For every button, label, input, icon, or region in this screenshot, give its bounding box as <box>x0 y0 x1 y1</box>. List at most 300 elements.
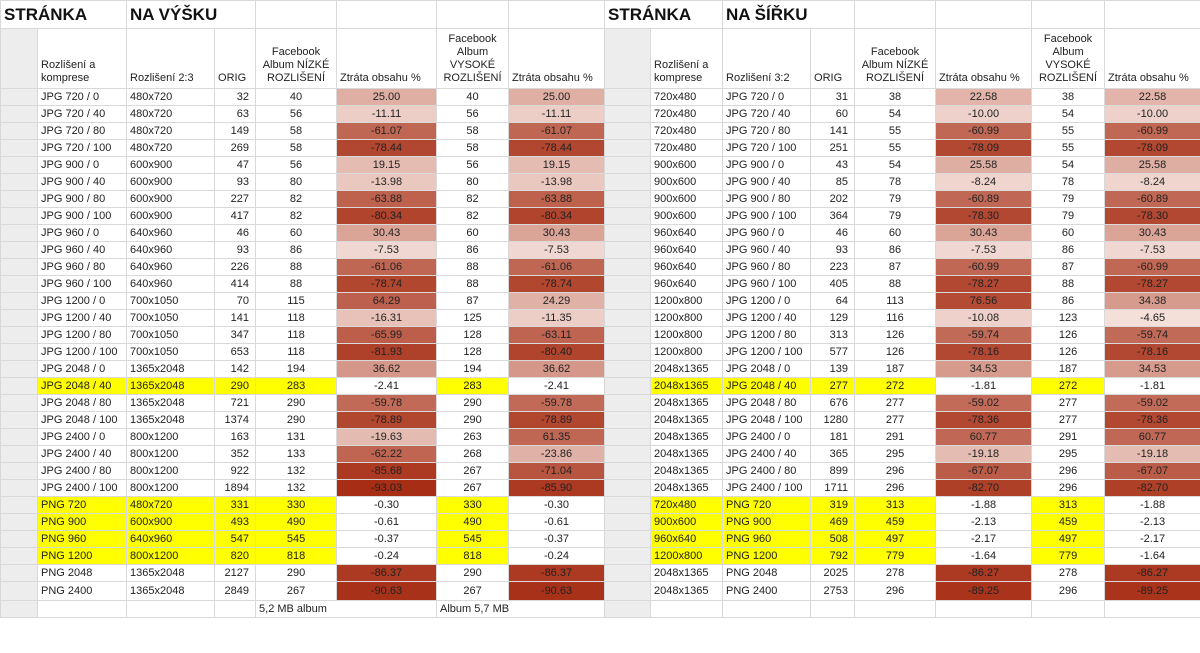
fb-low-size-cell[interactable]: 278 <box>855 565 936 582</box>
fb-low-size-cell[interactable]: 118 <box>256 310 337 327</box>
fb-low-size-cell[interactable]: 133 <box>256 446 337 463</box>
fb-low-loss-cell[interactable]: -61.07 <box>337 123 437 140</box>
format-cell[interactable]: JPG 2048 / 80 <box>723 395 811 412</box>
fb-low-size-cell[interactable]: 118 <box>256 327 337 344</box>
fb-high-size-cell[interactable]: 60 <box>437 225 509 242</box>
fb-high-loss-cell[interactable]: 34.38 <box>1105 293 1200 310</box>
resolution-cell[interactable]: 1200x800 <box>651 344 723 361</box>
orig-size-cell[interactable]: 508 <box>811 531 855 548</box>
orig-size-cell[interactable]: 2849 <box>215 582 256 601</box>
format-cell[interactable]: JPG 1200 / 40 <box>723 310 811 327</box>
fb-low-size-cell[interactable]: 277 <box>855 412 936 429</box>
resolution-cell[interactable]: 2048x1365 <box>651 446 723 463</box>
album-size-note[interactable]: 5,2 MB album <box>256 601 437 618</box>
fb-low-loss-cell[interactable]: -2.41 <box>337 378 437 395</box>
orig-size-cell[interactable]: 290 <box>215 378 256 395</box>
fb-high-loss-cell[interactable]: -10.00 <box>1105 106 1200 123</box>
fb-high-size-cell[interactable]: 88 <box>437 259 509 276</box>
resolution-cell[interactable]: 600x900 <box>127 157 215 174</box>
format-cell[interactable]: PNG 2400 <box>38 582 127 601</box>
format-cell[interactable]: JPG 2048 / 40 <box>723 378 811 395</box>
fb-high-size-cell[interactable]: 278 <box>1032 565 1105 582</box>
empty-cell[interactable] <box>215 601 256 618</box>
fb-high-loss-cell[interactable]: -0.24 <box>509 548 605 565</box>
format-cell[interactable]: JPG 960 / 100 <box>723 276 811 293</box>
resolution-cell[interactable]: 480x720 <box>127 123 215 140</box>
fb-high-loss-cell[interactable]: -78.16 <box>1105 344 1200 361</box>
fb-low-loss-cell[interactable]: 76.56 <box>936 293 1032 310</box>
column-header[interactable]: Rozlišení a komprese <box>38 29 127 89</box>
fb-low-size-cell[interactable]: 296 <box>855 480 936 497</box>
fb-high-loss-cell[interactable]: -78.74 <box>509 276 605 293</box>
fb-high-size-cell[interactable]: 60 <box>1032 225 1105 242</box>
fb-low-loss-cell[interactable]: -0.37 <box>337 531 437 548</box>
orig-size-cell[interactable]: 577 <box>811 344 855 361</box>
fb-high-loss-cell[interactable]: -80.34 <box>509 208 605 225</box>
fb-low-loss-cell[interactable]: -13.98 <box>337 174 437 191</box>
fb-high-loss-cell[interactable]: -67.07 <box>1105 463 1200 480</box>
fb-high-loss-cell[interactable]: 22.58 <box>1105 89 1200 106</box>
orig-size-cell[interactable]: 277 <box>811 378 855 395</box>
fb-low-loss-cell[interactable]: -78.09 <box>936 140 1032 157</box>
fb-high-size-cell[interactable]: 78 <box>1032 174 1105 191</box>
format-cell[interactable]: PNG 2048 <box>723 565 811 582</box>
fb-high-loss-cell[interactable]: 36.62 <box>509 361 605 378</box>
fb-high-size-cell[interactable]: 40 <box>437 89 509 106</box>
fb-high-size-cell[interactable]: 267 <box>437 463 509 480</box>
fb-low-loss-cell[interactable]: -60.89 <box>936 191 1032 208</box>
fb-low-loss-cell[interactable]: 60.77 <box>936 429 1032 446</box>
orig-size-cell[interactable]: 820 <box>215 548 256 565</box>
format-cell[interactable]: JPG 720 / 100 <box>38 140 127 157</box>
orig-size-cell[interactable]: 352 <box>215 446 256 463</box>
fb-low-loss-cell[interactable]: 64.29 <box>337 293 437 310</box>
fb-low-size-cell[interactable]: 126 <box>855 327 936 344</box>
fb-low-loss-cell[interactable]: -63.88 <box>337 191 437 208</box>
orig-size-cell[interactable]: 163 <box>215 429 256 446</box>
format-cell[interactable]: JPG 720 / 80 <box>723 123 811 140</box>
orig-size-cell[interactable]: 899 <box>811 463 855 480</box>
orig-size-cell[interactable]: 46 <box>215 225 256 242</box>
orig-size-cell[interactable]: 141 <box>811 123 855 140</box>
fb-low-size-cell[interactable]: 54 <box>855 106 936 123</box>
fb-low-loss-cell[interactable]: -78.27 <box>936 276 1032 293</box>
resolution-cell[interactable]: 480x720 <box>127 497 215 514</box>
column-header[interactable]: ORIG <box>215 29 256 89</box>
fb-high-loss-cell[interactable]: -89.25 <box>1105 582 1200 601</box>
fb-low-loss-cell[interactable]: -78.89 <box>337 412 437 429</box>
empty-cell[interactable] <box>1032 601 1105 618</box>
fb-low-loss-cell[interactable]: -1.81 <box>936 378 1032 395</box>
format-cell[interactable]: JPG 1200 / 80 <box>723 327 811 344</box>
orig-size-cell[interactable]: 93 <box>811 242 855 259</box>
fb-high-size-cell[interactable]: 56 <box>437 106 509 123</box>
fb-low-loss-cell[interactable]: -62.22 <box>337 446 437 463</box>
resolution-cell[interactable]: 900x600 <box>651 174 723 191</box>
orig-size-cell[interactable]: 1894 <box>215 480 256 497</box>
resolution-cell[interactable]: 1200x800 <box>651 548 723 565</box>
fb-low-size-cell[interactable]: 55 <box>855 140 936 157</box>
fb-low-loss-cell[interactable]: 22.58 <box>936 89 1032 106</box>
format-cell[interactable]: PNG 1200 <box>38 548 127 565</box>
format-cell[interactable]: JPG 2400 / 40 <box>723 446 811 463</box>
fb-low-loss-cell[interactable]: -2.17 <box>936 531 1032 548</box>
fb-high-size-cell[interactable]: 126 <box>1032 344 1105 361</box>
fb-high-size-cell[interactable]: 267 <box>437 480 509 497</box>
format-cell[interactable]: JPG 720 / 40 <box>38 106 127 123</box>
fb-low-loss-cell[interactable]: -59.74 <box>936 327 1032 344</box>
orig-size-cell[interactable]: 60 <box>811 106 855 123</box>
fb-low-size-cell[interactable]: 779 <box>855 548 936 565</box>
fb-low-loss-cell[interactable]: 25.58 <box>936 157 1032 174</box>
album-size-note[interactable]: Album 5,7 MB <box>437 601 605 618</box>
fb-high-loss-cell[interactable]: -61.07 <box>509 123 605 140</box>
resolution-cell[interactable]: 640x960 <box>127 242 215 259</box>
fb-low-size-cell[interactable]: 86 <box>855 242 936 259</box>
orig-size-cell[interactable]: 721 <box>215 395 256 412</box>
fb-high-loss-cell[interactable]: -59.74 <box>1105 327 1200 344</box>
fb-low-loss-cell[interactable]: -19.18 <box>936 446 1032 463</box>
resolution-cell[interactable]: 2048x1365 <box>651 429 723 446</box>
format-cell[interactable]: JPG 1200 / 40 <box>38 310 127 327</box>
fb-high-loss-cell[interactable]: -60.99 <box>1105 259 1200 276</box>
fb-high-loss-cell[interactable]: -78.09 <box>1105 140 1200 157</box>
fb-high-loss-cell[interactable]: -78.89 <box>509 412 605 429</box>
fb-high-size-cell[interactable]: 80 <box>437 174 509 191</box>
column-header[interactable]: Rozlišení 3:2 <box>723 29 811 89</box>
fb-high-size-cell[interactable]: 490 <box>437 514 509 531</box>
format-cell[interactable]: JPG 1200 / 0 <box>38 293 127 310</box>
resolution-cell[interactable]: 800x1200 <box>127 548 215 565</box>
fb-high-size-cell[interactable]: 82 <box>437 191 509 208</box>
empty-cell[interactable] <box>1032 1 1105 29</box>
format-cell[interactable]: JPG 2400 / 0 <box>38 429 127 446</box>
resolution-cell[interactable]: 2048x1365 <box>651 378 723 395</box>
fb-low-loss-cell[interactable]: -60.99 <box>936 259 1032 276</box>
orig-size-cell[interactable]: 32 <box>215 89 256 106</box>
fb-high-loss-cell[interactable]: -60.99 <box>1105 123 1200 140</box>
fb-low-size-cell[interactable]: 60 <box>256 225 337 242</box>
fb-low-size-cell[interactable]: 330 <box>256 497 337 514</box>
fb-low-size-cell[interactable]: 296 <box>855 463 936 480</box>
format-cell[interactable]: JPG 900 / 100 <box>38 208 127 225</box>
resolution-cell[interactable]: 960x640 <box>651 259 723 276</box>
format-cell[interactable]: JPG 2048 / 100 <box>723 412 811 429</box>
fb-high-size-cell[interactable]: 295 <box>1032 446 1105 463</box>
resolution-cell[interactable]: 2048x1365 <box>651 480 723 497</box>
empty-cell[interactable] <box>509 1 605 29</box>
column-header[interactable]: ORIG <box>811 29 855 89</box>
column-header[interactable]: Ztráta obsahu % <box>1105 29 1200 89</box>
resolution-cell[interactable]: 1365x2048 <box>127 582 215 601</box>
resolution-cell[interactable]: 700x1050 <box>127 344 215 361</box>
resolution-cell[interactable]: 700x1050 <box>127 293 215 310</box>
format-cell[interactable]: JPG 1200 / 100 <box>723 344 811 361</box>
format-cell[interactable]: JPG 720 / 0 <box>38 89 127 106</box>
empty-cell[interactable] <box>811 601 855 618</box>
title-cell[interactable]: NA VÝŠKU <box>127 1 256 29</box>
fb-low-loss-cell[interactable]: -81.93 <box>337 344 437 361</box>
orig-size-cell[interactable]: 922 <box>215 463 256 480</box>
fb-low-loss-cell[interactable]: -7.53 <box>936 242 1032 259</box>
fb-low-loss-cell[interactable]: -78.44 <box>337 140 437 157</box>
format-cell[interactable]: JPG 960 / 80 <box>723 259 811 276</box>
fb-high-size-cell[interactable]: 79 <box>1032 208 1105 225</box>
resolution-cell[interactable]: 1200x800 <box>651 327 723 344</box>
fb-low-size-cell[interactable]: 56 <box>256 157 337 174</box>
resolution-cell[interactable]: 900x600 <box>651 191 723 208</box>
format-cell[interactable]: JPG 2048 / 80 <box>38 395 127 412</box>
format-cell[interactable]: JPG 960 / 0 <box>723 225 811 242</box>
format-cell[interactable]: JPG 960 / 40 <box>38 242 127 259</box>
fb-high-size-cell[interactable]: 55 <box>1032 123 1105 140</box>
fb-low-size-cell[interactable]: 88 <box>256 259 337 276</box>
fb-high-loss-cell[interactable]: -82.70 <box>1105 480 1200 497</box>
fb-high-size-cell[interactable]: 194 <box>437 361 509 378</box>
fb-low-size-cell[interactable]: 79 <box>855 191 936 208</box>
orig-size-cell[interactable]: 2753 <box>811 582 855 601</box>
fb-high-size-cell[interactable]: 296 <box>1032 480 1105 497</box>
orig-size-cell[interactable]: 226 <box>215 259 256 276</box>
fb-low-loss-cell[interactable]: -90.63 <box>337 582 437 601</box>
fb-high-size-cell[interactable]: 296 <box>1032 582 1105 601</box>
fb-low-size-cell[interactable]: 459 <box>855 514 936 531</box>
resolution-cell[interactable]: 960x640 <box>651 225 723 242</box>
orig-size-cell[interactable]: 63 <box>215 106 256 123</box>
orig-size-cell[interactable]: 319 <box>811 497 855 514</box>
fb-high-loss-cell[interactable]: -86.27 <box>1105 565 1200 582</box>
fb-high-size-cell[interactable]: 86 <box>1032 242 1105 259</box>
fb-high-loss-cell[interactable]: 24.29 <box>509 293 605 310</box>
fb-high-loss-cell[interactable]: -0.37 <box>509 531 605 548</box>
orig-size-cell[interactable]: 417 <box>215 208 256 225</box>
resolution-cell[interactable]: 2048x1365 <box>651 395 723 412</box>
orig-size-cell[interactable]: 227 <box>215 191 256 208</box>
resolution-cell[interactable]: 960x640 <box>651 276 723 293</box>
fb-high-loss-cell[interactable]: -80.40 <box>509 344 605 361</box>
fb-low-loss-cell[interactable]: -80.34 <box>337 208 437 225</box>
fb-low-loss-cell[interactable]: 30.43 <box>337 225 437 242</box>
fb-high-loss-cell[interactable]: -7.53 <box>509 242 605 259</box>
resolution-cell[interactable]: 1365x2048 <box>127 361 215 378</box>
fb-high-size-cell[interactable]: 330 <box>437 497 509 514</box>
resolution-cell[interactable]: 800x1200 <box>127 480 215 497</box>
empty-cell[interactable] <box>936 601 1032 618</box>
fb-high-size-cell[interactable]: 497 <box>1032 531 1105 548</box>
fb-low-size-cell[interactable]: 78 <box>855 174 936 191</box>
empty-cell[interactable] <box>723 601 811 618</box>
orig-size-cell[interactable]: 331 <box>215 497 256 514</box>
resolution-cell[interactable]: 720x480 <box>651 89 723 106</box>
fb-high-loss-cell[interactable]: -60.89 <box>1105 191 1200 208</box>
fb-low-size-cell[interactable]: 116 <box>855 310 936 327</box>
orig-size-cell[interactable]: 364 <box>811 208 855 225</box>
orig-size-cell[interactable]: 405 <box>811 276 855 293</box>
fb-high-size-cell[interactable]: 296 <box>1032 463 1105 480</box>
format-cell[interactable]: PNG 900 <box>38 514 127 531</box>
fb-high-size-cell[interactable]: 123 <box>1032 310 1105 327</box>
format-cell[interactable]: JPG 900 / 40 <box>38 174 127 191</box>
fb-low-loss-cell[interactable]: -10.00 <box>936 106 1032 123</box>
format-cell[interactable]: JPG 2048 / 100 <box>38 412 127 429</box>
fb-low-loss-cell[interactable]: -78.36 <box>936 412 1032 429</box>
fb-high-size-cell[interactable]: 128 <box>437 344 509 361</box>
format-cell[interactable]: JPG 1200 / 0 <box>723 293 811 310</box>
fb-low-loss-cell[interactable]: -82.70 <box>936 480 1032 497</box>
column-header[interactable]: Facebook Album VYSOKÉ ROZLIŠENÍ <box>437 29 509 89</box>
empty-cell[interactable] <box>936 1 1032 29</box>
fb-high-loss-cell[interactable]: -2.17 <box>1105 531 1200 548</box>
fb-low-loss-cell[interactable]: -0.30 <box>337 497 437 514</box>
fb-low-size-cell[interactable]: 291 <box>855 429 936 446</box>
orig-size-cell[interactable]: 46 <box>811 225 855 242</box>
fb-high-size-cell[interactable]: 277 <box>1032 395 1105 412</box>
column-header[interactable]: Rozlišení 2:3 <box>127 29 215 89</box>
empty-cell[interactable] <box>855 601 936 618</box>
fb-high-size-cell[interactable]: 126 <box>1032 327 1105 344</box>
fb-high-loss-cell[interactable]: -7.53 <box>1105 242 1200 259</box>
format-cell[interactable]: PNG 2048 <box>38 565 127 582</box>
fb-low-loss-cell[interactable]: -61.06 <box>337 259 437 276</box>
orig-size-cell[interactable]: 43 <box>811 157 855 174</box>
fb-high-size-cell[interactable]: 291 <box>1032 429 1105 446</box>
format-cell[interactable]: PNG 720 <box>38 497 127 514</box>
fb-low-loss-cell[interactable]: -86.37 <box>337 565 437 582</box>
fb-high-loss-cell[interactable]: -0.61 <box>509 514 605 531</box>
format-cell[interactable]: JPG 2400 / 100 <box>38 480 127 497</box>
resolution-cell[interactable]: 800x1200 <box>127 429 215 446</box>
empty-cell[interactable] <box>855 1 936 29</box>
empty-cell[interactable] <box>1105 601 1200 618</box>
fb-low-loss-cell[interactable]: -1.64 <box>936 548 1032 565</box>
resolution-cell[interactable]: 2048x1365 <box>651 582 723 601</box>
fb-low-size-cell[interactable]: 58 <box>256 140 337 157</box>
resolution-cell[interactable]: 960x640 <box>651 242 723 259</box>
fb-low-loss-cell[interactable]: -7.53 <box>337 242 437 259</box>
resolution-cell[interactable]: 720x480 <box>651 497 723 514</box>
fb-high-loss-cell[interactable]: 25.00 <box>509 89 605 106</box>
format-cell[interactable]: JPG 2400 / 100 <box>723 480 811 497</box>
fb-high-loss-cell[interactable]: -0.30 <box>509 497 605 514</box>
fb-high-loss-cell[interactable]: -2.41 <box>509 378 605 395</box>
fb-high-loss-cell[interactable]: -23.86 <box>509 446 605 463</box>
orig-size-cell[interactable]: 469 <box>811 514 855 531</box>
format-cell[interactable]: PNG 900 <box>723 514 811 531</box>
empty-cell[interactable] <box>651 601 723 618</box>
fb-low-size-cell[interactable]: 40 <box>256 89 337 106</box>
orig-size-cell[interactable]: 202 <box>811 191 855 208</box>
fb-high-loss-cell[interactable]: -78.30 <box>1105 208 1200 225</box>
fb-low-size-cell[interactable]: 55 <box>855 123 936 140</box>
fb-low-size-cell[interactable]: 115 <box>256 293 337 310</box>
resolution-cell[interactable]: 720x480 <box>651 140 723 157</box>
format-cell[interactable]: JPG 2400 / 80 <box>38 463 127 480</box>
orig-size-cell[interactable]: 251 <box>811 140 855 157</box>
fb-high-size-cell[interactable]: 88 <box>437 276 509 293</box>
resolution-cell[interactable]: 640x960 <box>127 276 215 293</box>
fb-high-loss-cell[interactable]: 30.43 <box>509 225 605 242</box>
format-cell[interactable]: JPG 720 / 80 <box>38 123 127 140</box>
fb-high-size-cell[interactable]: 55 <box>1032 140 1105 157</box>
fb-low-size-cell[interactable]: 60 <box>855 225 936 242</box>
orig-size-cell[interactable]: 1711 <box>811 480 855 497</box>
fb-high-loss-cell[interactable]: -2.13 <box>1105 514 1200 531</box>
resolution-cell[interactable]: 600x900 <box>127 514 215 531</box>
orig-size-cell[interactable]: 223 <box>811 259 855 276</box>
fb-high-loss-cell[interactable]: -11.35 <box>509 310 605 327</box>
fb-high-loss-cell[interactable]: -1.88 <box>1105 497 1200 514</box>
fb-high-size-cell[interactable]: 86 <box>1032 293 1105 310</box>
fb-high-size-cell[interactable]: 187 <box>1032 361 1105 378</box>
fb-low-loss-cell[interactable]: -1.88 <box>936 497 1032 514</box>
orig-size-cell[interactable]: 347 <box>215 327 256 344</box>
fb-low-size-cell[interactable]: 118 <box>256 344 337 361</box>
fb-high-size-cell[interactable]: 58 <box>437 123 509 140</box>
fb-low-loss-cell[interactable]: 34.53 <box>936 361 1032 378</box>
orig-size-cell[interactable]: 142 <box>215 361 256 378</box>
empty-cell[interactable] <box>1105 1 1200 29</box>
column-header[interactable]: Rozlišení a komprese <box>651 29 723 89</box>
fb-high-size-cell[interactable]: 56 <box>437 157 509 174</box>
fb-high-loss-cell[interactable]: -63.11 <box>509 327 605 344</box>
fb-low-loss-cell[interactable]: -11.11 <box>337 106 437 123</box>
resolution-cell[interactable]: 2048x1365 <box>651 361 723 378</box>
resolution-cell[interactable]: 720x480 <box>651 123 723 140</box>
orig-size-cell[interactable]: 365 <box>811 446 855 463</box>
resolution-cell[interactable]: 2048x1365 <box>651 565 723 582</box>
format-cell[interactable]: JPG 1200 / 100 <box>38 344 127 361</box>
fb-high-size-cell[interactable]: 267 <box>437 582 509 601</box>
format-cell[interactable]: PNG 960 <box>38 531 127 548</box>
resolution-cell[interactable]: 1200x800 <box>651 293 723 310</box>
orig-size-cell[interactable]: 181 <box>811 429 855 446</box>
fb-high-loss-cell[interactable]: -78.36 <box>1105 412 1200 429</box>
orig-size-cell[interactable]: 31 <box>811 89 855 106</box>
fb-low-loss-cell[interactable]: -78.16 <box>936 344 1032 361</box>
fb-high-loss-cell[interactable]: -90.63 <box>509 582 605 601</box>
fb-high-loss-cell[interactable]: -1.64 <box>1105 548 1200 565</box>
fb-high-loss-cell[interactable]: -11.11 <box>509 106 605 123</box>
resolution-cell[interactable]: 800x1200 <box>127 463 215 480</box>
resolution-cell[interactable]: 1365x2048 <box>127 378 215 395</box>
fb-high-size-cell[interactable]: 87 <box>437 293 509 310</box>
fb-low-loss-cell[interactable]: -85.68 <box>337 463 437 480</box>
format-cell[interactable]: JPG 960 / 80 <box>38 259 127 276</box>
fb-high-size-cell[interactable]: 79 <box>1032 191 1105 208</box>
fb-high-loss-cell[interactable]: -13.98 <box>509 174 605 191</box>
fb-high-size-cell[interactable]: 82 <box>437 208 509 225</box>
fb-high-loss-cell[interactable]: -19.18 <box>1105 446 1200 463</box>
orig-size-cell[interactable]: 313 <box>811 327 855 344</box>
orig-size-cell[interactable]: 64 <box>811 293 855 310</box>
fb-low-size-cell[interactable]: 267 <box>256 582 337 601</box>
fb-low-size-cell[interactable]: 79 <box>855 208 936 225</box>
empty-cell[interactable] <box>337 1 437 29</box>
fb-high-size-cell[interactable]: 88 <box>1032 276 1105 293</box>
fb-low-size-cell[interactable]: 187 <box>855 361 936 378</box>
fb-low-size-cell[interactable]: 88 <box>256 276 337 293</box>
fb-high-loss-cell[interactable]: -59.02 <box>1105 395 1200 412</box>
column-header[interactable]: Facebook Album NÍZKÉ ROZLIŠENÍ <box>855 29 936 89</box>
resolution-cell[interactable]: 1200x800 <box>651 310 723 327</box>
fb-low-size-cell[interactable]: 56 <box>256 106 337 123</box>
empty-cell[interactable] <box>127 601 215 618</box>
fb-high-size-cell[interactable]: 290 <box>437 395 509 412</box>
orig-size-cell[interactable]: 93 <box>215 174 256 191</box>
resolution-cell[interactable]: 600x900 <box>127 174 215 191</box>
fb-high-loss-cell[interactable]: 19.15 <box>509 157 605 174</box>
fb-low-size-cell[interactable]: 194 <box>256 361 337 378</box>
